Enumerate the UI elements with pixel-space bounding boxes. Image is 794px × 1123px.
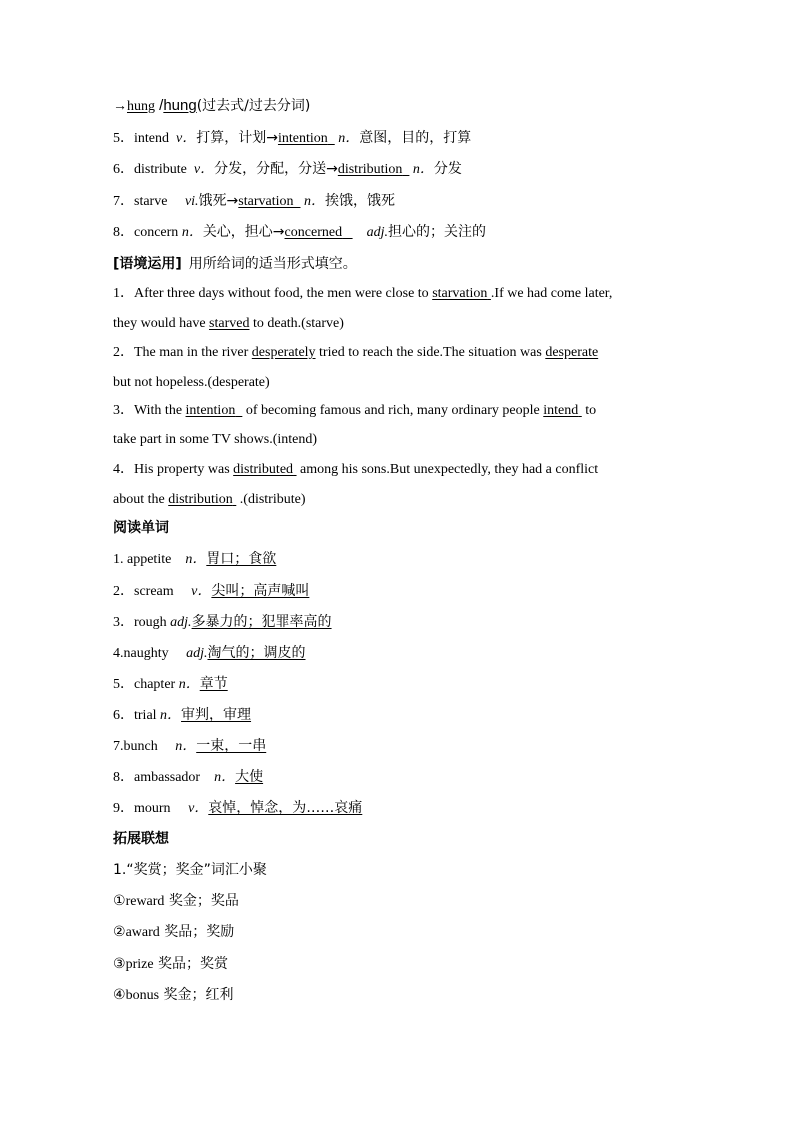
sentence-4: 4．His property was distributed among his sons.But unexpectedly, they had a conflict: [113, 462, 599, 477]
reading-word-6: 6．trial n．审判，审理: [113, 707, 252, 723]
answer-blank: concerned: [284, 225, 343, 240]
extension-entry: ③prize 奖品；奖赏: [113, 956, 228, 972]
answer-blank: intend: [543, 403, 579, 418]
sentence-2: 2．The man in the river desperately tried to reach the side.The situation was desperate: [113, 345, 599, 360]
answer-blank: starvation: [238, 194, 294, 209]
sentence-3: 3．With the intention of becoming famous and rich, many ordinary people intend to: [113, 403, 597, 418]
answer-blank: 多暴力的；犯罪率高的: [191, 614, 332, 630]
reading-words-heading: 阅读单词: [113, 520, 169, 536]
answer-blank: desperate: [545, 345, 599, 360]
answer-blank: distribution: [168, 492, 233, 507]
answer-blank: 哀悼，悼念，为……哀痛: [208, 800, 363, 816]
answer-blank: 胃口；食欲: [206, 551, 277, 567]
vocab-item-starve: 7．starve vi.饿死→starvation n．挨饿，饿死: [113, 193, 395, 209]
context-heading: [语境运用] 用所给词的适当形式填空。: [113, 256, 357, 272]
reading-word-3: 3．rough adj.多暴力的；犯罪率高的: [113, 614, 332, 630]
answer-blank: 大使: [235, 769, 264, 785]
reading-word-2: 2．scream v．尖叫；高声喊叫: [113, 583, 310, 599]
sentence-1-cont: they would have starved to death.(starve): [113, 316, 344, 331]
vocab-item-concern: 8．concern n．关心，担心→concerned adj.担心的；关注的: [113, 224, 486, 240]
reading-word-5: 5．chapter n．章节: [113, 676, 228, 692]
section-label: [语境运用]: [113, 256, 182, 272]
answer-blank: 章节: [199, 676, 228, 692]
answer-blank: distribution: [337, 162, 403, 177]
sentence-2-cont: but not hopeless.(desperate): [113, 375, 270, 390]
answer-blank: 审判，审理: [181, 707, 252, 723]
reading-word-8: 8．ambassador n．大使: [113, 769, 264, 785]
sentence-1: 1．After three days without food, the men were close to starvation .If we had come later,: [113, 286, 613, 301]
extension-entry: ②award 奖品；奖励: [113, 924, 235, 940]
past-form-line: →hung /hung(过去式/过去分词): [113, 97, 311, 114]
reading-word-4: 4.naughty adj.淘气的；调皮的: [113, 645, 306, 661]
answer-blank: intention: [185, 403, 236, 418]
extension-entry: ①reward 奖金；奖品: [113, 893, 239, 909]
answer-blank: starved: [209, 316, 250, 331]
arrow: →: [113, 99, 127, 114]
answer-hung-2: hung: [163, 97, 197, 114]
answer-blank: intention: [277, 131, 328, 146]
extension-subtitle: 1.“奖赏；奖金”词汇小聚: [113, 862, 267, 878]
answer-blank: starvation: [432, 286, 488, 301]
vocab-item-intend: 5．intend v．打算，计划→intention n．意图，目的，打算: [113, 130, 472, 146]
answer-blank: 一束，一串: [196, 738, 267, 754]
vocab-item-distribute: 6．distribute v．分发，分配，分送→distribution n．分发: [113, 161, 462, 177]
reading-word-1: 1. appetite n．胃口；食欲: [113, 551, 277, 567]
extension-entry: ④bonus 奖金；红利: [113, 987, 234, 1003]
reading-word-9: 9．mourn v．哀悼，悼念，为……哀痛: [113, 800, 363, 816]
answer-hung-1: hung: [127, 99, 155, 114]
reading-word-7: 7.bunch n．一束，一串: [113, 738, 267, 754]
answer-blank: 淘气的；调皮的: [207, 645, 306, 661]
extension-heading: 拓展联想: [113, 831, 169, 847]
sentence-3-cont: take part in some TV shows.(intend): [113, 432, 318, 447]
sentence-4-cont: about the distribution .(distribute): [113, 492, 306, 507]
answer-blank: 尖叫；高声喊叫: [211, 583, 310, 599]
answer-blank: distributed: [233, 462, 294, 477]
answer-blank: desperately: [251, 345, 316, 360]
